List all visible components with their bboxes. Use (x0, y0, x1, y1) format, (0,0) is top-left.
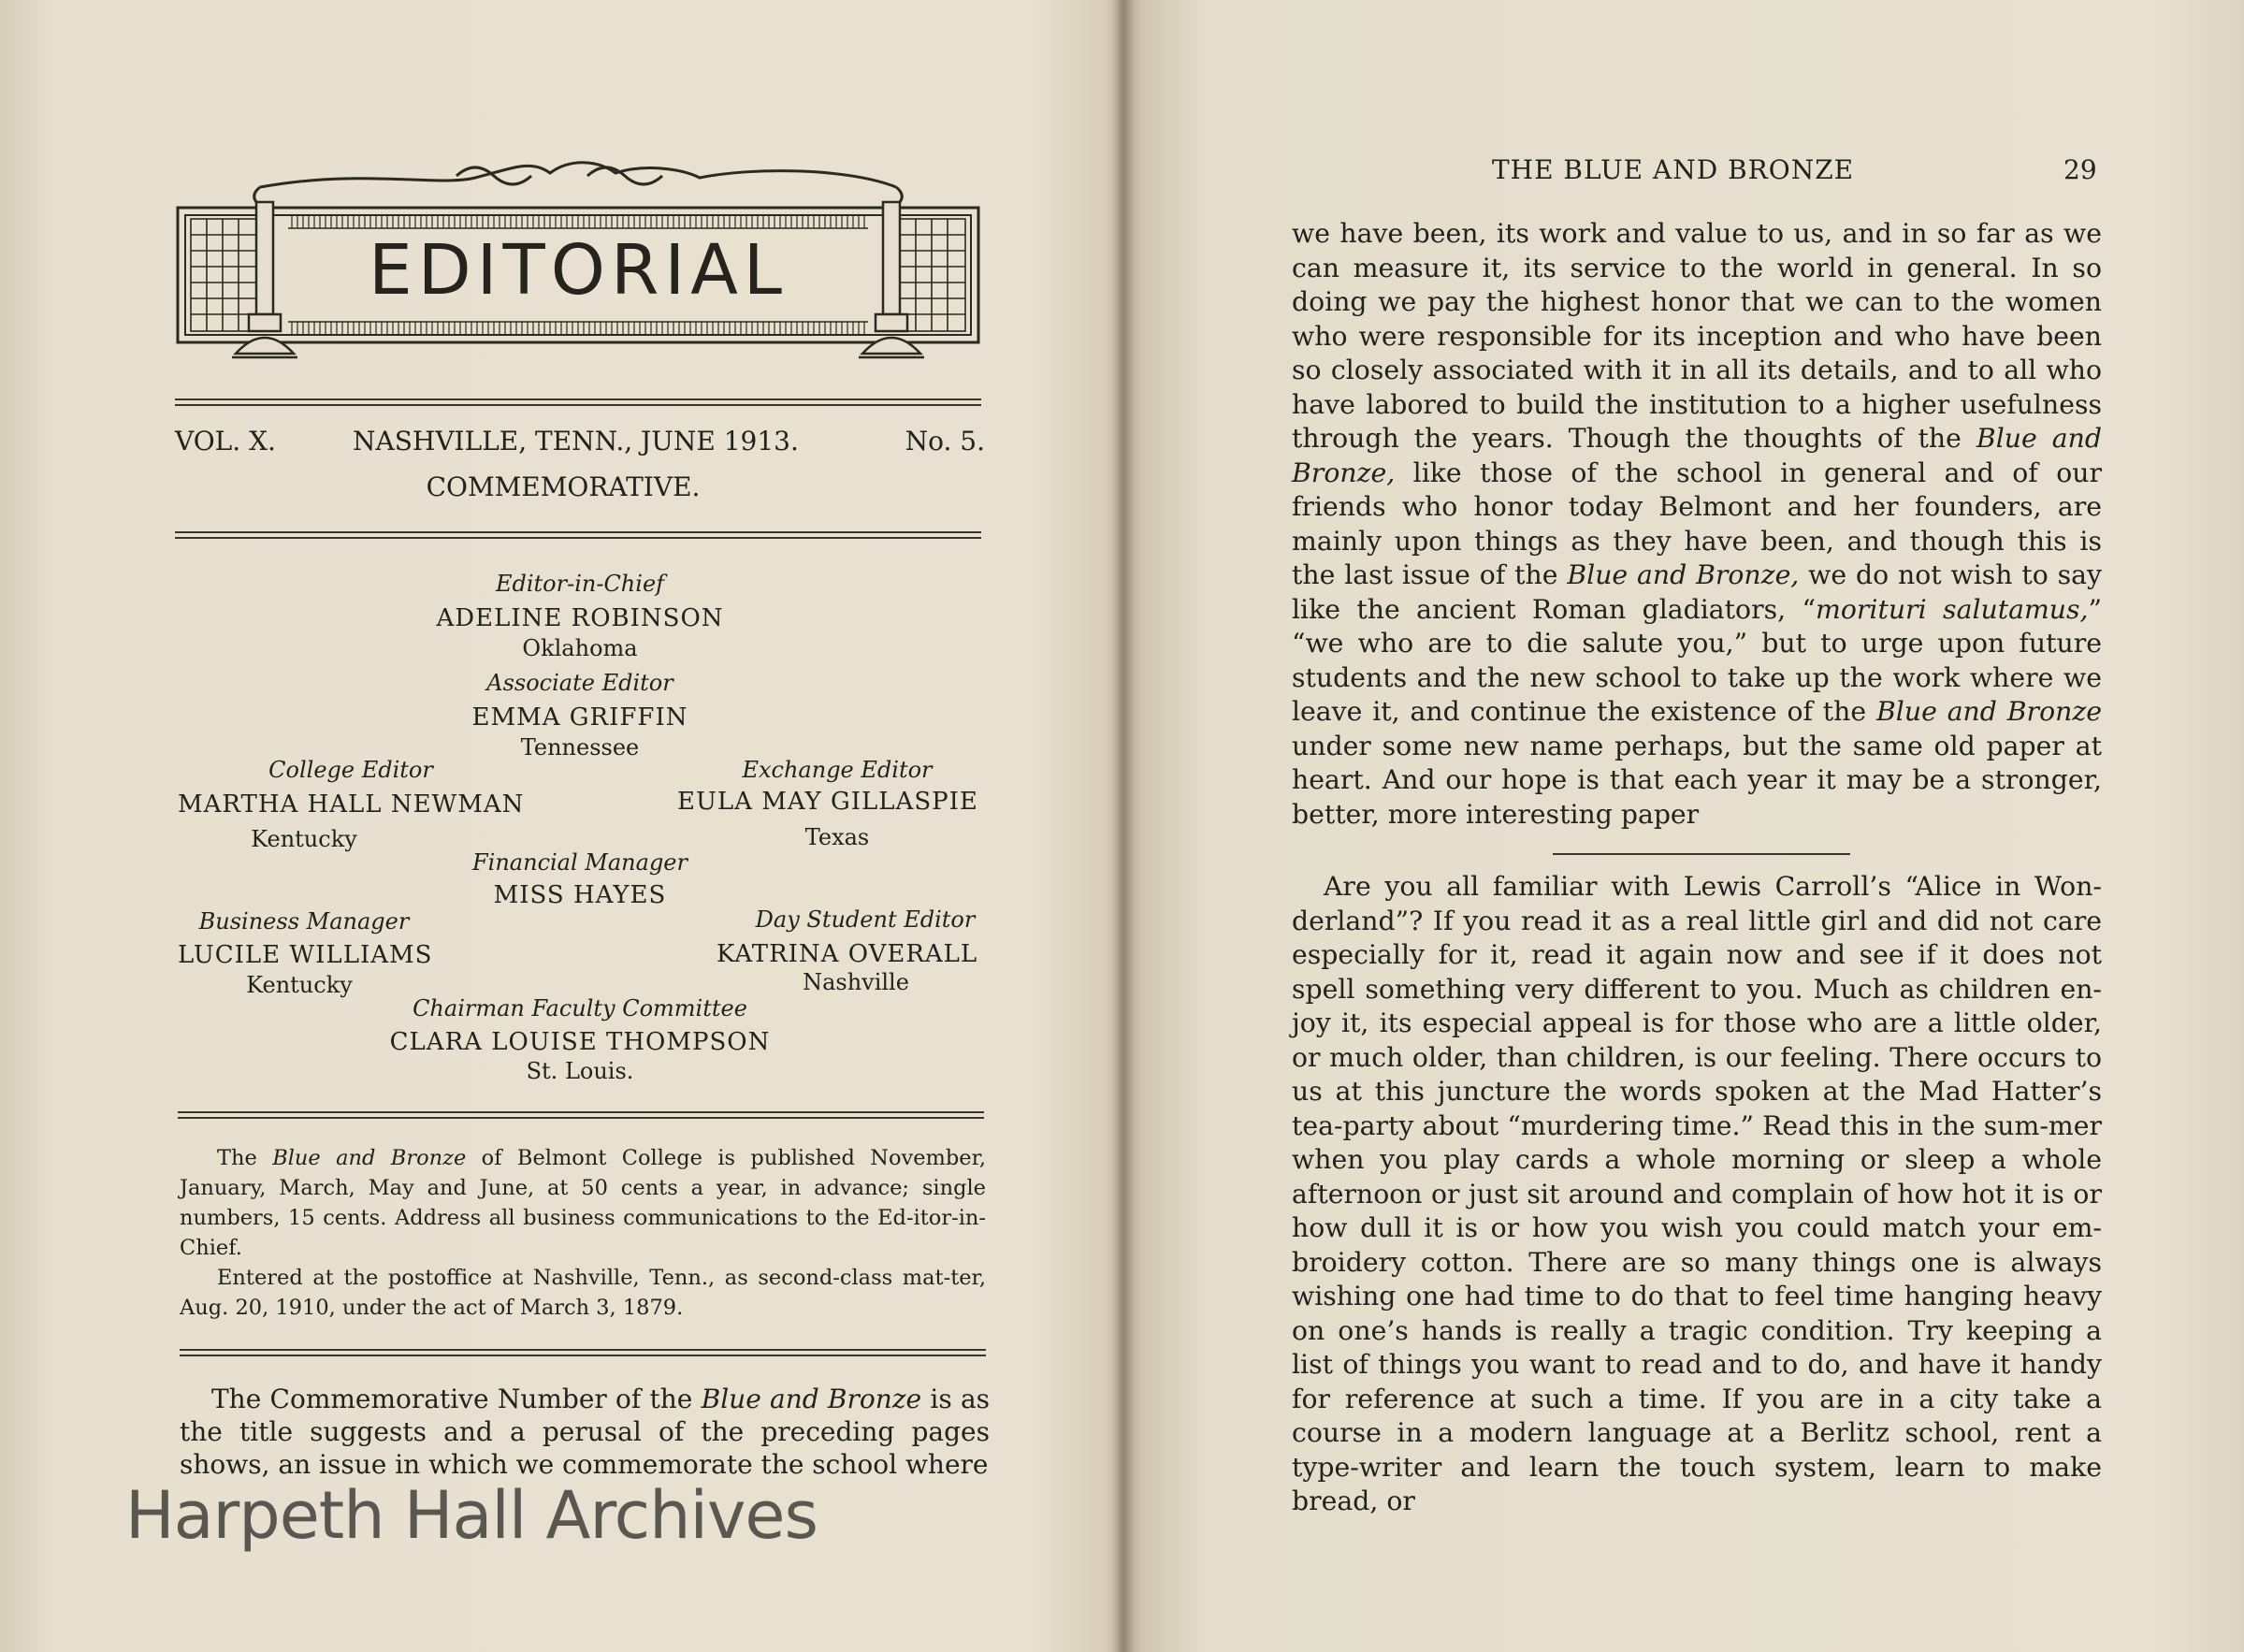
place-day-student-editor: Nashville (803, 969, 909, 995)
page-number: 29 (2063, 154, 2097, 185)
pubinfo-entry: Entered at the postoffice at Nashville, Tenn., as second-class mat-ter, Aug. 20, 1910, under the act of March 3, 1879. (180, 1266, 986, 1320)
role-exchange-editor: Exchange Editor (742, 757, 933, 783)
running-head: THE BLUE AND BRONZE (1492, 154, 1855, 185)
name-associate-editor: EMMA GRIFFIN (471, 703, 688, 732)
banner-title: EDITORIAL (368, 230, 789, 311)
masthead-subtitle: COMMEMORATIVE. (426, 471, 701, 502)
place-business-manager: Kentucky (246, 972, 353, 998)
rule-top (175, 399, 981, 406)
role-financial-manager: Financial Manager (472, 849, 688, 876)
section-divider (1553, 853, 1850, 855)
lead-paragraph: The Commemorative Number of the Blue and Bronze is as the title suggests and a perusal of the preceding pages shows, an issue in which we commemorate the school where (180, 1384, 991, 1480)
rule-masthead (175, 531, 981, 539)
place-editor-in-chief: Oklahoma (522, 635, 638, 661)
name-editor-in-chief: ADELINE ROBINSON (436, 604, 724, 632)
issue-number: No. 5. (905, 426, 985, 456)
name-exchange-editor: EULA MAY GILLASPIE (677, 788, 978, 816)
name-chairman: CLARA LOUISE THOMPSON (389, 1028, 771, 1056)
archive-watermark: Harpeth Hall Archives (125, 1477, 818, 1554)
role-business-manager: Business Manager (198, 908, 410, 935)
role-day-student-editor: Day Student Editor (755, 906, 976, 933)
pubinfo-paragraph: The Blue and Bronze of Belmont College is published November, January, March, May and June, at 50 cents a year, in advance; single numbers, 15 cents. Address all business communications to the Ed-itor-in-Chief. (180, 1146, 987, 1260)
place-exchange-editor: Texas (804, 824, 870, 850)
rule-pubinfo (180, 1349, 986, 1356)
rule-staff (178, 1111, 984, 1119)
role-editor-in-chief: Editor-in-Chief (495, 571, 665, 597)
role-associate-editor: Associate Editor (486, 670, 673, 696)
place-associate-editor: Tennessee (520, 734, 640, 761)
place-college-editor: Kentucky (251, 826, 357, 852)
name-day-student-editor: KATRINA OVERALL (717, 940, 978, 968)
editorial-banner (176, 150, 980, 374)
place-chairman: St. Louis. (526, 1058, 634, 1084)
publication-info (180, 1143, 986, 1323)
name-business-manager: LUCILE WILLIAMS (178, 941, 433, 969)
paragraph-2: Are you all familiar with Lewis Carroll’s “Alice in Won-derland”? If you read it as a real little girl and did not care especially for it, read it again now and see if it does not spell something very different to you. Much as children en-joy it, its especial appeal is for those who are a little older, or much older, than children, is our feeling. There occurs to us at this juncture the words spoken at the Mad Hatter’s tea-party about “murdering time.” Read this in the sum-mer when you play cards a whole morning or sleep a whole afternoon or just sit around and complain of how hot it is or how dull it is or how you wish you could match your em-broidery cotton. There are so many things one is always wishing one had time to do that to feel time hanging heavy on one’s hands is really a tragic condition. Try keeping a list of things you want to read and to do, and have it handy for reference at such a time. If you are in a city take a course in a modern language at a Berlitz school, rent a type-writer and learn the touch system, learn to make bread, or (1292, 871, 2102, 1516)
role-college-editor: College Editor (268, 757, 433, 783)
volume: VOL. X. (175, 426, 276, 456)
role-chairman: Chairman Faculty Committee (413, 995, 747, 1022)
paragraph-1: we have been, its work and value to us, and in so far as we can measure it, its service to the world in general. In so doing we pay the highest honor that we can to the women who were responsible for its inception and who have been so closely associated with it in all its details, and to all who have labored to build the institution to a higher usefulness through the years. Though the thoughts of the Blue and Bronze, like those of the school in general and of our friends who honor today Belmont and her founders, are mainly upon things as they have been, and though this is the last issue of the Blue and Bronze, we do not wish to say like the ancient Roman gladiators, “morituri salutamus,” “we who are to die salute you,” but to urge upon future students and the new school to take up the work where we leave it, and continue the existence of the Blue and Bronze under some new name perhaps, but the same old paper at heart. And our hope is that each year it may be a stronger, better, more interesting paper (1292, 218, 2102, 830)
book-gutter (1113, 0, 1134, 1652)
name-college-editor: MARTHA HALL NEWMAN (178, 790, 525, 819)
place-date: NASHVILLE, TENN., JUNE 1913. (353, 426, 799, 456)
name-financial-manager: MISS HAYES (493, 881, 667, 909)
